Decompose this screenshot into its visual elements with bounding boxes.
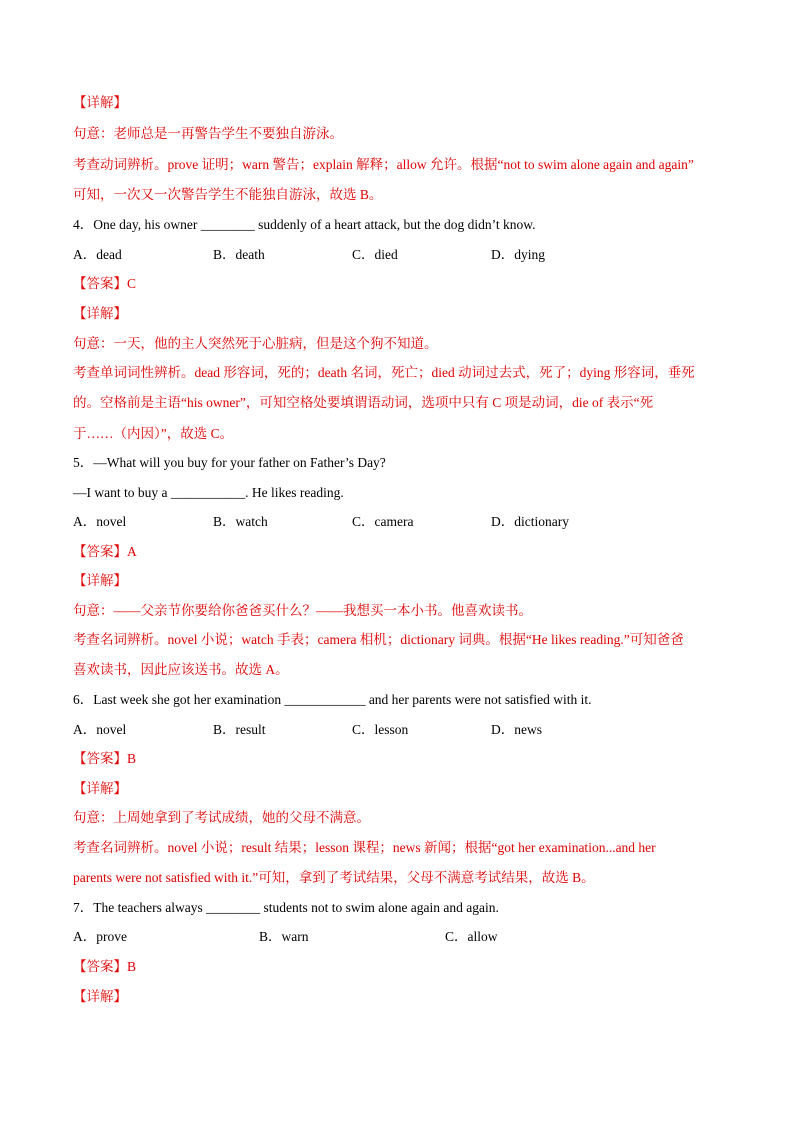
sentence-meaning: 句意：老师总是一再警告学生不要独自游泳。 — [73, 126, 343, 141]
explanation-heading: 【详解】 — [73, 781, 127, 796]
option-a: A．novel — [73, 722, 127, 737]
option-d: D．dictionary — [491, 514, 569, 529]
option-c: C．lesson — [352, 722, 409, 737]
option-a: A．dead — [73, 247, 122, 262]
sentence-meaning: 句意：一天，他的主人突然死于心脏病，但是这个狗不知道。 — [73, 336, 438, 351]
explanation-heading: 【详解】 — [73, 306, 127, 321]
explanation-heading: 【详解】 — [73, 573, 127, 588]
option-c: C．camera — [352, 514, 414, 529]
option-a: A．novel — [73, 514, 127, 529]
question-7: 7．The teachers always ________ students not to swim alone again and again. — [73, 900, 499, 915]
answer-label: 【答案】B — [73, 959, 137, 974]
option-d: D．dying — [491, 247, 545, 262]
analysis-text: 喜欢读书，因此应该送书。故选 A。 — [73, 662, 289, 677]
sentence-meaning: 句意：——父亲节你要给你爸爸买什么？——我想买一本小书。他喜欢读书。 — [73, 603, 532, 618]
option-b: B．warn — [259, 929, 309, 944]
options-q4 — [73, 245, 728, 265]
analysis-text: 考查名词辨析。novel 小说；result 结果；lesson 课程；news 新闻；根据“got her examination...and her — [73, 840, 656, 855]
analysis-text: 可知，一次又一次警告学生不能独自游泳，故选 B。 — [73, 187, 383, 202]
option-d: D．news — [491, 722, 542, 737]
option-b: B．result — [213, 722, 266, 737]
option-c: C．allow — [445, 929, 498, 944]
answer-label: 【答案】B — [73, 751, 137, 766]
option-a: A．prove — [73, 929, 127, 944]
explanation-heading: 【详解】 — [73, 95, 127, 110]
answer-label: 【答案】C — [73, 276, 137, 291]
analysis-text: parents were not satisfied with it.”可知，拿到了考试结果，父母不满意考试结果，故选 B。 — [73, 870, 595, 885]
sentence-meaning: 句意：上周她拿到了考试成绩，她的父母不满意。 — [73, 810, 370, 825]
analysis-text: 考查名词辨析。novel 小说；watch 手表；camera 相机；dictionary 词典。根据“He likes reading.”可知爸爸 — [73, 632, 684, 647]
options-q6 — [73, 720, 728, 740]
analysis-text: 考查动词辨析。prove 证明；warn 警告；explain 解释；allow 允许。根据“not to swim alone again and again” — [73, 157, 694, 172]
question-4: 4．One day, his owner ________ suddenly of a heart attack, but the dog didn’t know. — [73, 217, 536, 232]
question-5: 5．—What will you buy for your father on Father’s Day? — [73, 455, 386, 470]
answer-label: 【答案】A — [73, 544, 137, 559]
question-5-response: —I want to buy a ___________. He likes reading. — [73, 485, 344, 500]
question-6: 6．Last week she got her examination ____________ and her parents were not satisfied with it. — [73, 692, 592, 707]
options-q7 — [73, 927, 728, 947]
explanation-heading: 【详解】 — [73, 989, 127, 1004]
options-q5 — [73, 512, 728, 532]
analysis-text: 的。空格前是主语“his owner”，可知空格处要填谓语动词，选项中只有 C 项是动词，die of 表示“死 — [73, 395, 654, 410]
option-b: B．watch — [213, 514, 268, 529]
analysis-text: 考查单词词性辨析。dead 形容词，死的；death 名词，死亡；died 动词过去式，死了；dying 形容词，垂死 — [73, 365, 695, 380]
option-c: C．died — [352, 247, 398, 262]
option-b: B．death — [213, 247, 265, 262]
analysis-text: 于……（内因）”，故选 C。 — [73, 426, 234, 441]
